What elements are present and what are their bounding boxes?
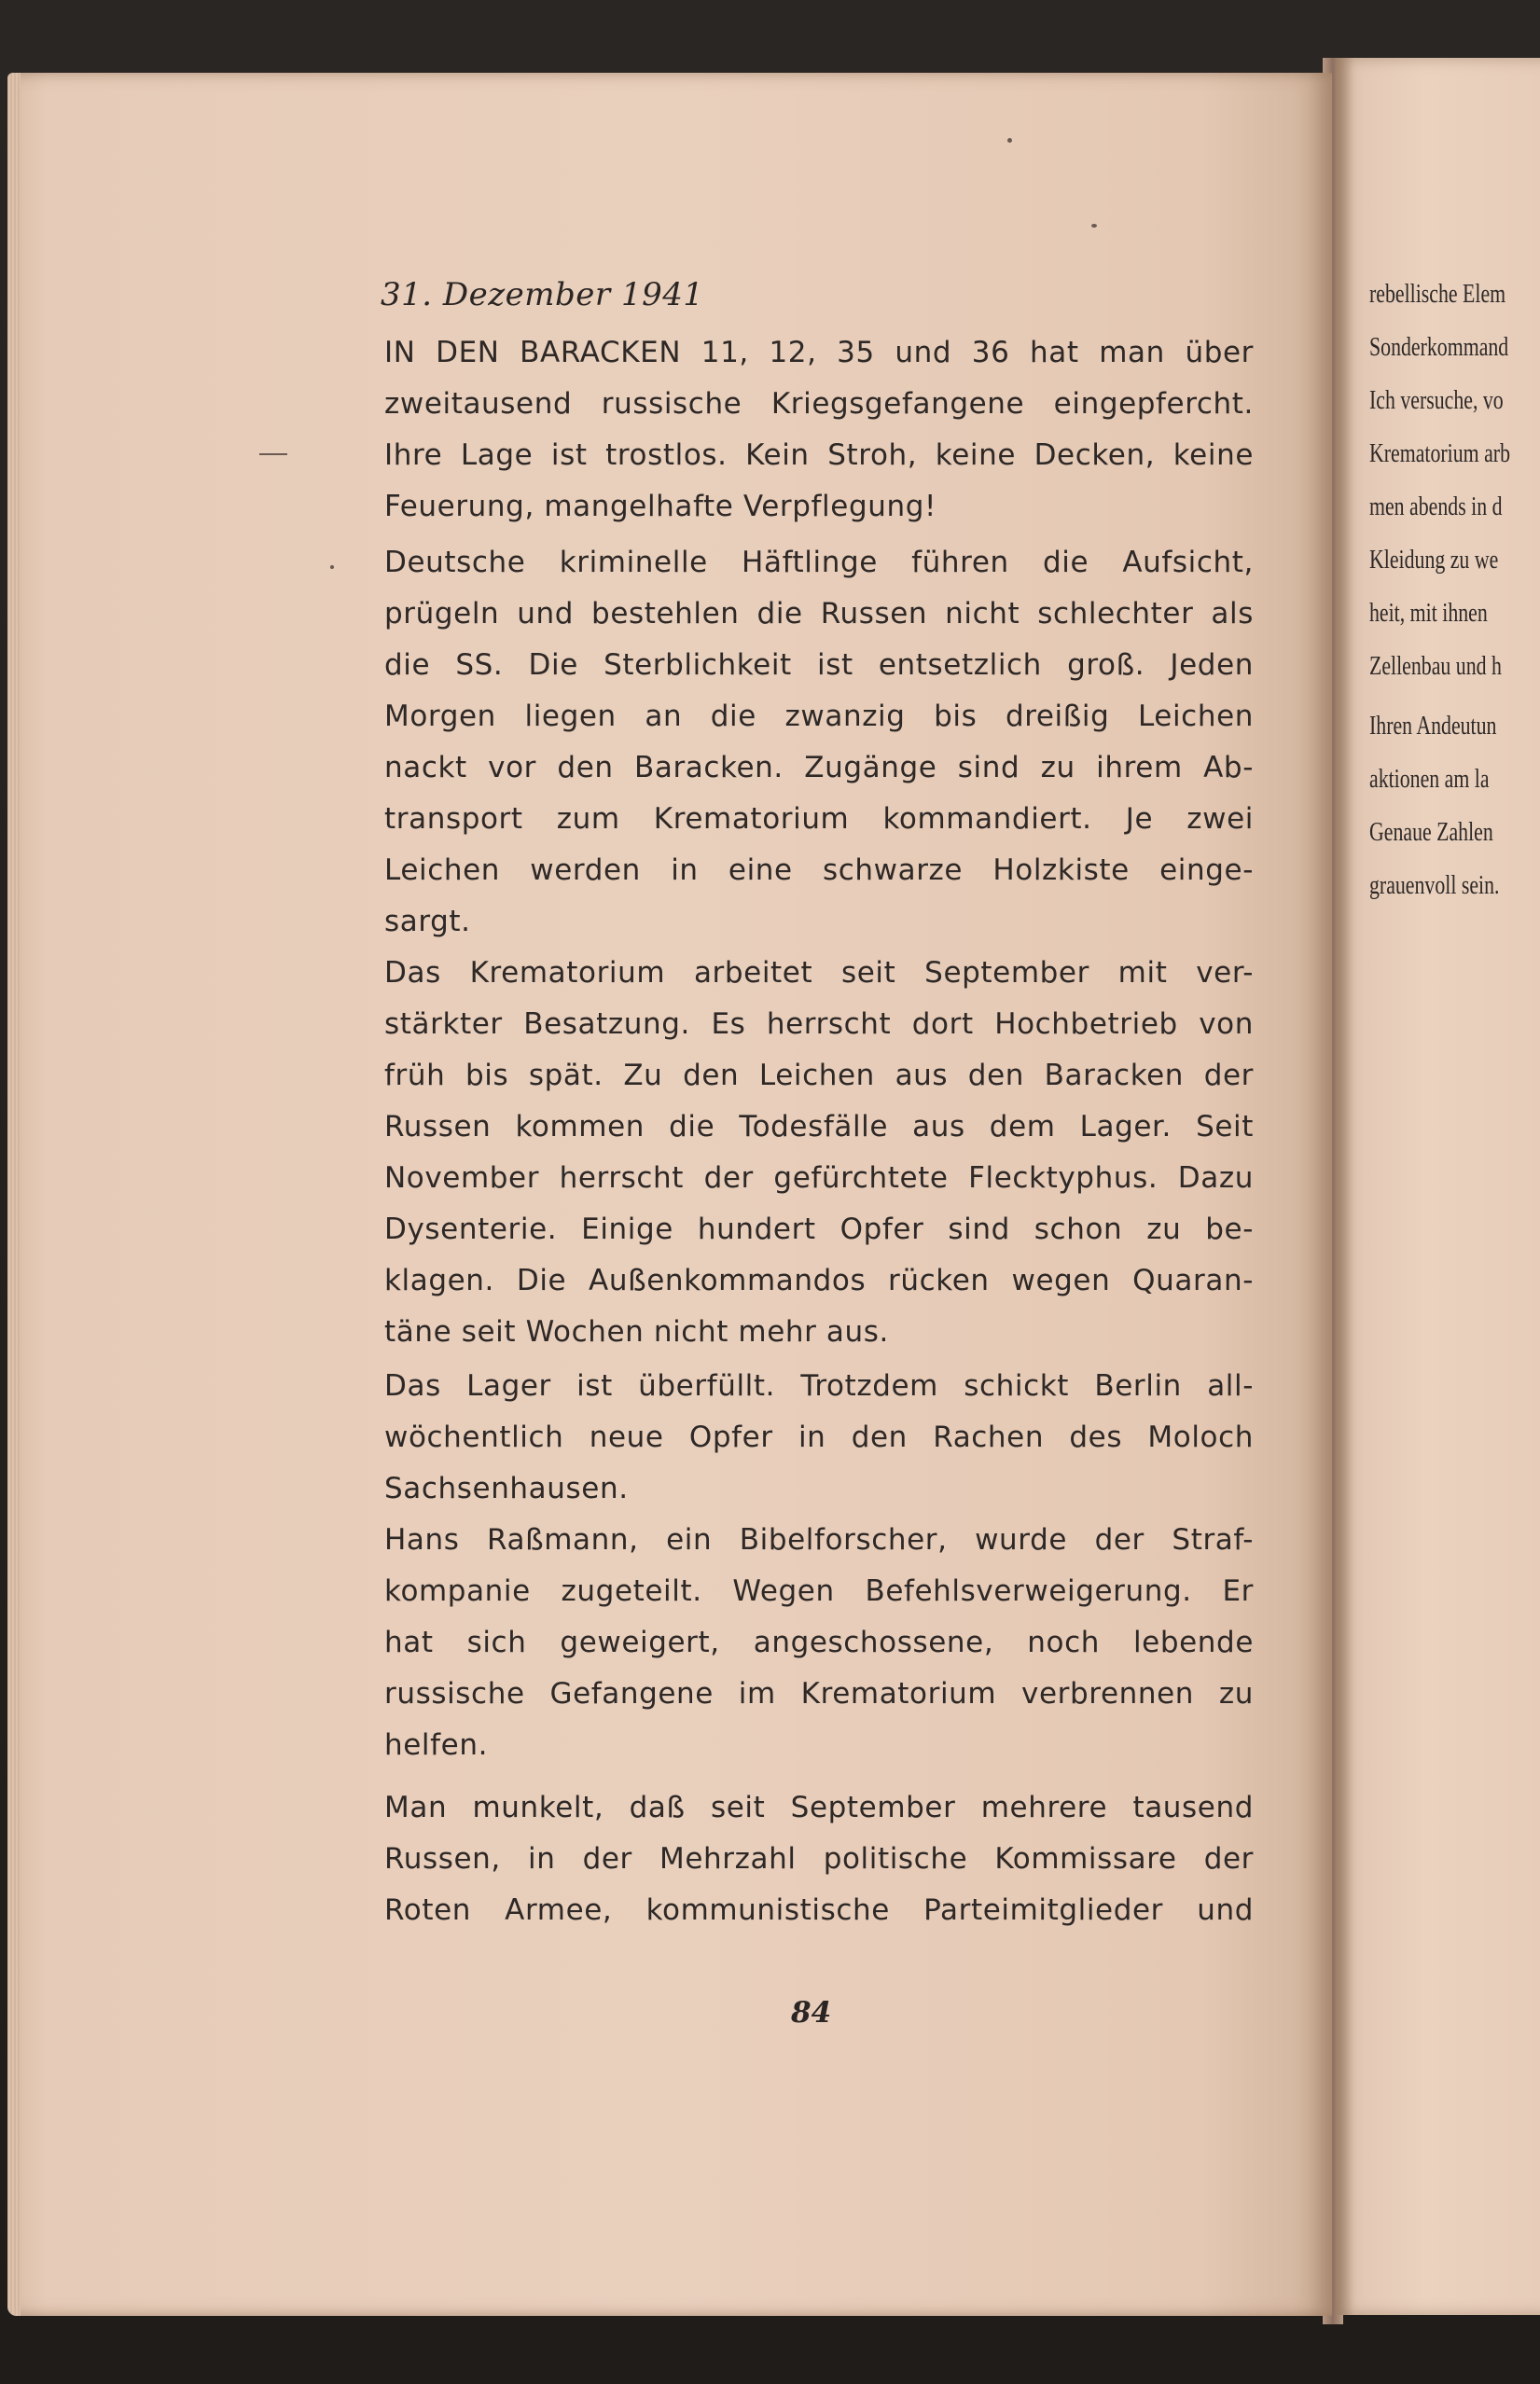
text-line: die SS. Die Sterblichkeit ist entsetzlich groß. Jeden: [384, 648, 1254, 682]
facing-page-line: Ich versuche, vo: [1369, 386, 1504, 415]
text-line: November herrscht der gefürchtete Flecktyphus. Dazu: [384, 1161, 1254, 1195]
text-line: wöchentlich neue Opfer in den Rachen des Moloch: [384, 1421, 1254, 1454]
text-line: Ihre Lage ist trostlos. Kein Stroh, keine Decken, keine: [384, 438, 1254, 472]
text-line: Das Krematorium arbeitet seit September mit ver-: [384, 956, 1254, 990]
text-line: nackt vor den Baracken. Zugänge sind zu ihrem Ab-: [384, 751, 1254, 784]
text-line: Hans Raßmann, ein Bibelforscher, wurde der Straf-: [384, 1523, 1254, 1557]
facing-page-line: aktionen am la: [1369, 765, 1490, 794]
facing-page-line: Kleidung zu we: [1369, 546, 1499, 575]
text-line: Das Lager ist überfüllt. Trotzdem schickt Berlin all-: [384, 1369, 1254, 1403]
text-line: hat sich geweigert, angeschossene, noch lebende: [384, 1626, 1254, 1659]
facing-page-line: men abends in d: [1369, 492, 1503, 521]
facing-page-line: heit, mit ihnen: [1369, 599, 1488, 628]
facing-page-line: Ihren Andeutun: [1369, 712, 1497, 741]
paper-speck: [1091, 224, 1097, 228]
text-line: früh bis spät. Zu den Leichen aus den Baracken der: [384, 1059, 1254, 1092]
text-line: stärkter Besatzung. Es herrscht dort Hochbetrieb von: [384, 1007, 1254, 1041]
text-line: Deutsche kriminelle Häftlinge führen die Aufsicht,: [384, 546, 1254, 579]
text-line: klagen. Die Außenkommandos rücken wegen Quaran-: [384, 1264, 1254, 1297]
text-line: Dysenterie. Einige hundert Opfer sind schon zu be-: [384, 1213, 1254, 1246]
facing-page-line: rebellische Elem: [1369, 280, 1506, 309]
text-line: Roten Armee, kommunistische Parteimitglieder und: [384, 1893, 1254, 1927]
text-line: Man munkelt, daß seit September mehrere tausend: [384, 1791, 1254, 1824]
paper-speck: [330, 565, 334, 569]
page-edge: [7, 73, 21, 2316]
text-line: transport zum Krematorium kommandiert. Je zwei: [384, 802, 1254, 836]
facing-page-line: Krematorium arb: [1369, 439, 1511, 468]
paper-mark: [259, 453, 287, 455]
text-line: prügeln und bestehlen die Russen nicht schlechter als: [384, 597, 1254, 631]
date-heading: 31. Dezember 1941: [381, 276, 704, 313]
facing-page-line: Zellenbau und h: [1369, 652, 1502, 681]
text-line: Morgen liegen an die zwanzig bis dreißig Leichen: [384, 700, 1254, 733]
text-line: täne seit Wochen nicht mehr aus.: [384, 1315, 889, 1349]
text-line: zweitausend russische Kriegsgefangene eingepfercht.: [384, 387, 1254, 421]
text-line: Leichen werden in eine schwarze Holzkiste einge-: [384, 853, 1254, 887]
text-line: sargt.: [384, 905, 471, 938]
text-line: Russen kommen die Todesfälle aus dem Lager. Seit: [384, 1110, 1254, 1143]
page-number: 84: [791, 1996, 832, 2030]
text-line: helfen.: [384, 1728, 489, 1762]
facing-page-line: grauenvoll sein.: [1369, 871, 1500, 900]
text-line: russische Gefangene im Krematorium verbrennen zu: [384, 1677, 1254, 1711]
paper-speck: [1007, 138, 1012, 143]
text-line: kompanie zugeteilt. Wegen Befehlsverweigerung. Er: [384, 1574, 1254, 1608]
facing-page-line: Sonderkommand: [1369, 333, 1509, 362]
text-line: Russen, in der Mehrzahl politische Kommissare der: [384, 1842, 1254, 1876]
text-line: Feuerung, mangelhafte Verpflegung!: [384, 490, 937, 523]
text-line: IN DEN BARACKEN 11, 12, 35 und 36 hat man über: [384, 336, 1254, 369]
text-line: Sachsenhausen.: [384, 1472, 629, 1505]
facing-page-line: Genaue Zahlen: [1369, 818, 1493, 847]
